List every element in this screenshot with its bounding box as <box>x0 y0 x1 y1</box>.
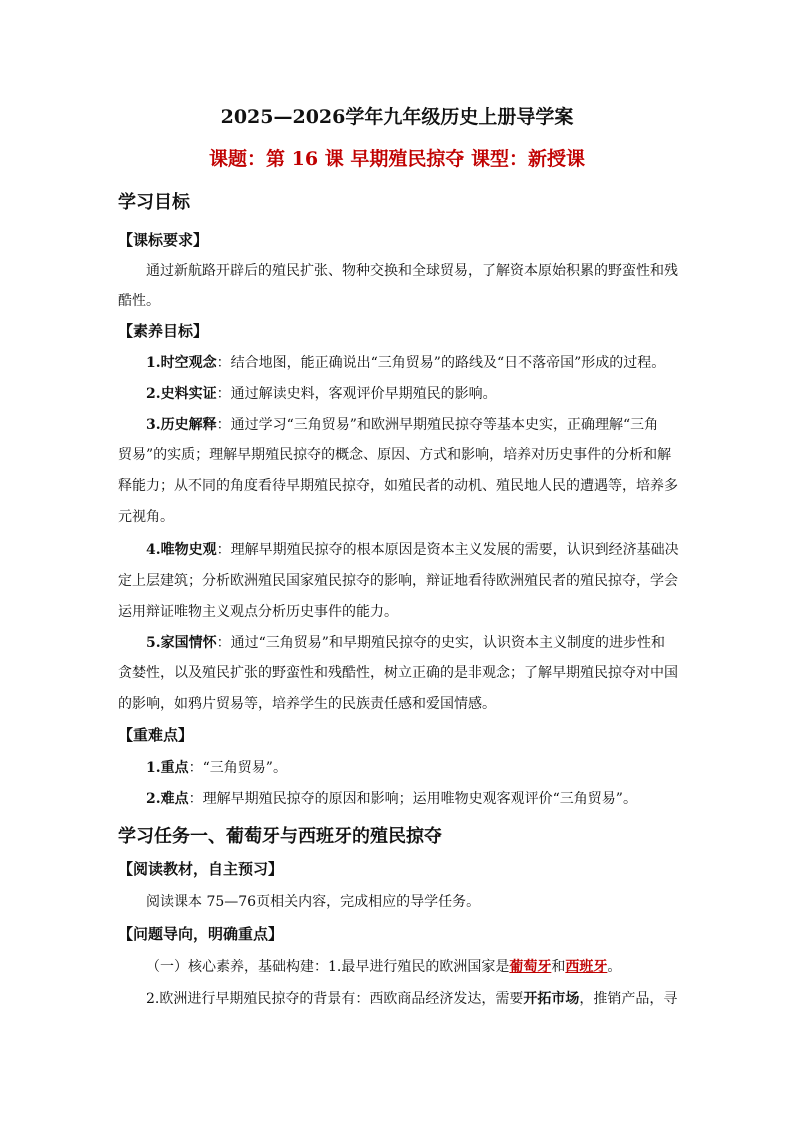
question-2-bold: 开拓市场 <box>523 991 580 1007</box>
key-point-2-text: ：理解早期殖民掠夺的原因和影响；运用唯物史观客观评价“三角贸易”。 <box>188 791 637 807</box>
literacy-heading: 【素养目标】 <box>118 322 209 340</box>
literacy-item-4-label: 4.唯物史观 <box>146 542 217 558</box>
question-1-mid: 和 <box>551 959 566 975</box>
literacy-item-3-label: 3.历史解释 <box>146 417 217 433</box>
question-1 <box>146 956 621 976</box>
question-1-prefix: （一）核心素养，基础构建：1.最早进行殖民的欧洲国家是 <box>146 959 510 975</box>
literacy-item-3-text-2: 贸易”的实质；理解早期殖民掠夺的概念、原因、方式和影响，培养对历史事件的分析和解 <box>118 447 672 463</box>
literacy-item-1 <box>146 352 665 372</box>
key-point-2-label: 2.难点 <box>146 791 189 807</box>
curriculum-text-line-2: 酷性。 <box>118 293 160 309</box>
literacy-item-2 <box>146 383 497 403</box>
literacy-item-2-text: ：通过解读史料，客观评价早期殖民的影响。 <box>216 386 497 402</box>
literacy-item-4-text-2: 定上层建筑；分析欧洲殖民国家殖民掠夺的影响，辩证地看待欧洲殖民者的殖民掠夺，学会 <box>118 573 678 589</box>
lesson-subtitle: 课题：第 16 课 早期殖民掠夺 课型：新授课 <box>209 148 585 170</box>
literacy-item-5-label: 5.家国情怀 <box>146 635 217 651</box>
literacy-item-5 <box>146 632 665 652</box>
question-1-answer-1: 葡萄牙 <box>509 959 552 975</box>
key-point-1 <box>146 757 287 777</box>
task-1-heading: 学习任务一、葡萄牙与西班牙的殖民掠夺 <box>118 826 442 847</box>
question-2 <box>146 988 677 1008</box>
literacy-item-2-label: 2.史料实证 <box>146 386 217 402</box>
question-2-suffix: ，推销产品，寻 <box>579 991 678 1007</box>
literacy-item-1-label: 1.时空观念 <box>146 355 217 371</box>
literacy-item-5-text-3: 的影响，如鸦片贸易等，培养学生的民族责任感和爱国情感。 <box>118 696 496 712</box>
literacy-item-4-text-3: 运用辩证唯物主义观点分析历史事件的能力。 <box>118 604 398 620</box>
reading-heading: 【阅读教材，自主预习】 <box>118 860 284 878</box>
literacy-item-3-text-1: ：通过学习“三角贸易”和欧洲早期殖民掠夺等基本史实，正确理解“三角 <box>216 417 659 433</box>
question-1-suffix: 。 <box>607 959 622 975</box>
question-heading: 【问题导向，明确重点】 <box>118 925 284 943</box>
question-2-prefix: 2.欧洲进行早期殖民掠夺的背景有：西欧商品经济发达，需要 <box>146 991 524 1007</box>
literacy-item-3 <box>146 414 658 434</box>
literacy-item-3-text-4: 元视角。 <box>118 509 174 525</box>
literacy-item-5-text-2: 贪婪性，以及殖民扩张的野蛮性和残酷性，树立正确的是非观念；了解早期殖民掠夺对中国 <box>118 665 678 681</box>
question-1-answer-2: 西班牙 <box>565 959 608 975</box>
curriculum-heading: 【课标要求】 <box>118 231 209 249</box>
curriculum-text-line-1: 通过新航路开辟后的殖民扩张、物种交换和全球贸易，了解资本原始积累的野蛮性和残 <box>146 263 678 279</box>
page-title: 2025—2026学年九年级历史上册导学案 <box>220 106 574 128</box>
literacy-item-5-text-1: ：通过“三角贸易”和早期殖民掠夺的史实，认识资本主义制度的进步性和 <box>216 635 665 651</box>
literacy-item-4 <box>146 539 679 559</box>
literacy-item-1-text: ：结合地图，能正确说出“三角贸易”的路线及“日不落帝国”形成的过程。 <box>216 355 666 371</box>
key-point-1-label: 1.重点 <box>146 760 189 776</box>
key-point-2 <box>146 788 637 808</box>
literacy-item-3-text-3: 释能力；从不同的角度看待早期殖民掠夺，如殖民者的动机、殖民地人民的遭遇等，培养多 <box>118 478 678 494</box>
goals-heading: 学习目标 <box>118 192 190 213</box>
key-points-heading: 【重难点】 <box>118 726 194 744</box>
literacy-item-4-text-1: ：理解早期殖民掠夺的根本原因是资本主义发展的需要，认识到经济基础决 <box>216 542 679 558</box>
key-point-1-text: ：“三角贸易”。 <box>188 760 287 776</box>
reading-text: 阅读课本 75—76页相关内容，完成相应的导学任务。 <box>146 894 481 910</box>
